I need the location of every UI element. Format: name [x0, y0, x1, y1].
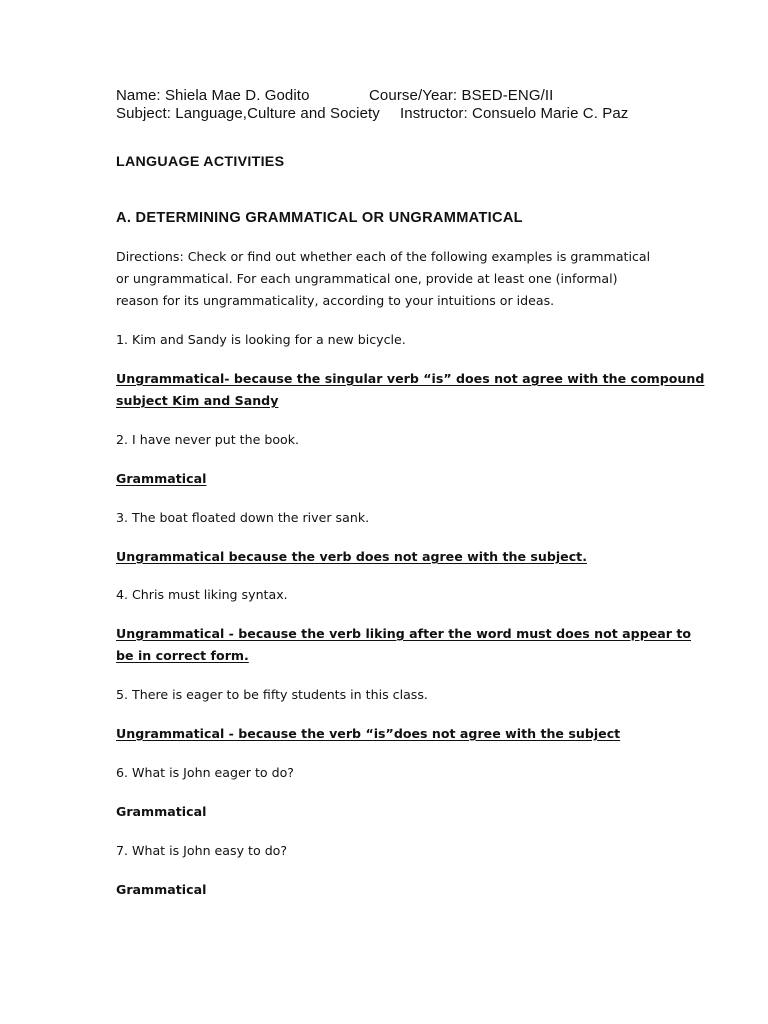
question-6: 6. What is John eager to do?: [116, 765, 294, 780]
answer-2: Grammatical: [116, 471, 207, 486]
instructor-line: Instructor: Consuelo Marie C. Paz: [400, 105, 629, 122]
answer-1: Ungrammatical- because the singular verb “is” does not agree with the compound: [116, 371, 705, 386]
section-heading: A. DETERMINING GRAMMATICAL OR UNGRAMMATICAL: [116, 210, 523, 226]
answer-1-continued: subject Kim and Sandy: [116, 393, 279, 408]
subject-line: Subject: Language,Culture and Society: [116, 105, 380, 122]
answer-6: Grammatical: [116, 804, 207, 819]
question-4: 4. Chris must liking syntax.: [116, 587, 288, 602]
answer-4-continued: be in correct form.: [116, 648, 249, 663]
course-year: Course/Year: BSED-ENG/II: [369, 87, 554, 104]
directions-line: Directions: Check or find out whether each of the following examples is grammatical: [116, 249, 651, 264]
question-2: 2. I have never put the book.: [116, 432, 300, 447]
directions-line: reason for its ungrammaticality, according to your intuitions or ideas.: [116, 293, 555, 308]
answer-5: Ungrammatical - because the verb “is”does not agree with the subject: [116, 726, 621, 741]
question-7: 7. What is John easy to do?: [116, 843, 288, 858]
student-name: Name: Shiela Mae D. Godito: [116, 87, 310, 104]
question-1: 1. Kim and Sandy is looking for a new bicycle.: [116, 332, 406, 347]
page-title: LANGUAGE ACTIVITIES: [116, 154, 285, 170]
directions-line: or ungrammatical. For each ungrammatical one, provide at least one (informal): [116, 271, 618, 286]
answer-4: Ungrammatical - because the verb liking after the word must does not appear to: [116, 626, 692, 641]
answer-7: Grammatical: [116, 882, 207, 897]
question-5: 5. There is eager to be fifty students in this class.: [116, 687, 428, 702]
answer-3: Ungrammatical because the verb does not agree with the subject.: [116, 549, 587, 564]
question-3: 3. The boat floated down the river sank.: [116, 510, 370, 525]
